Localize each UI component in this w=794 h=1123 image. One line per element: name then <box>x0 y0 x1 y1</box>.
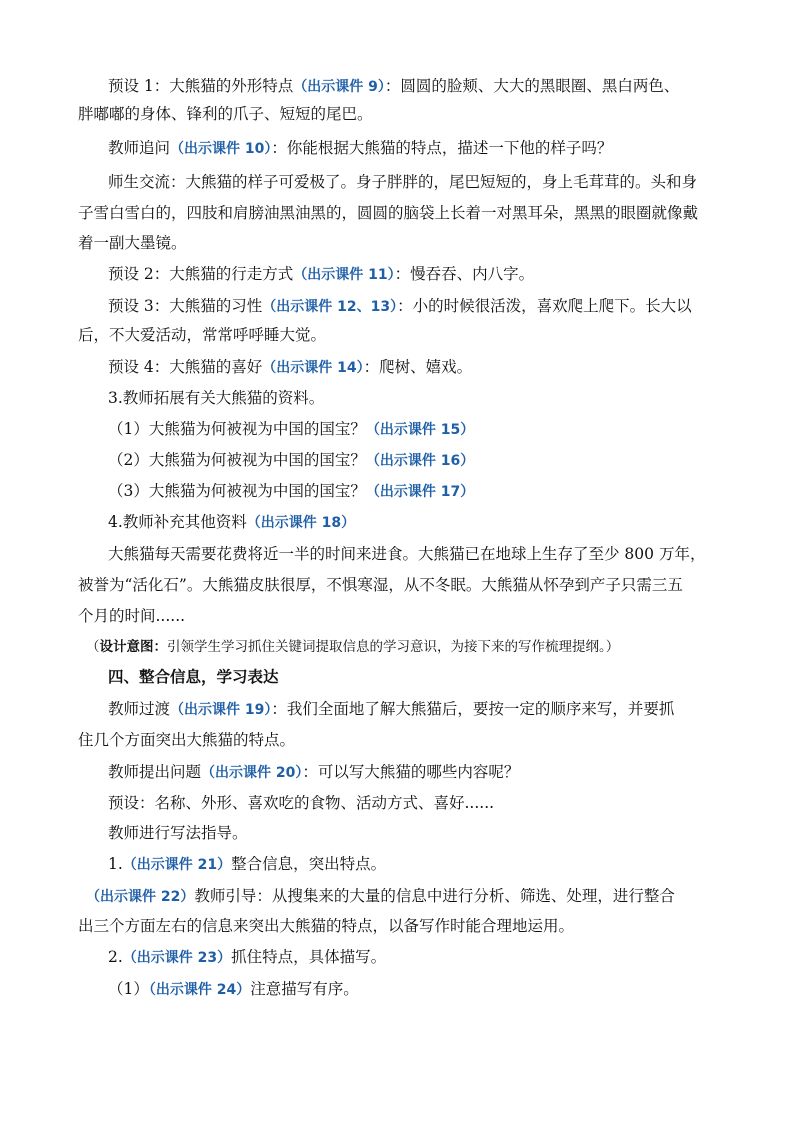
text-span: 预设 1：大熊猫的外形特点 <box>108 77 294 95</box>
text-span: 着一副大墨镜。 <box>78 234 187 252</box>
text-line <box>108 793 494 813</box>
text-line <box>108 419 474 440</box>
text-line <box>108 762 519 783</box>
design-intent-note <box>86 637 619 657</box>
text-line <box>108 947 386 968</box>
text-span: （1） <box>108 980 149 998</box>
text-line <box>78 104 373 124</box>
text-span: ：小的时候很活泼，喜欢爬上爬下。长大以 <box>397 297 692 315</box>
text-line <box>108 823 248 843</box>
text-span: 预设 2：大熊猫的行走方式 <box>108 265 294 283</box>
text-span: ：慢吞吞、内八字。 <box>394 265 535 283</box>
text-span: ：你能根据大熊猫的特点，描述一下他的样子吗？ <box>271 139 613 157</box>
bold-text: 设计意图： <box>99 639 167 655</box>
text-span: 注意描写有序。 <box>250 980 359 998</box>
text-line <box>108 979 359 1000</box>
courseware-ref: （出示课件 12、13） <box>262 299 398 315</box>
courseware-ref: （出示课件 23） <box>122 950 232 966</box>
courseware-ref: （出示课件 11） <box>293 267 395 283</box>
text-span: ：爬树、嬉戏。 <box>363 358 473 376</box>
text-line <box>78 203 698 223</box>
text-span: （2）大熊猫为何被视为中国的国宝？ <box>108 451 366 469</box>
text-line <box>86 886 675 907</box>
text-span: ：可以写大熊猫的哪些内容呢？ <box>302 763 520 781</box>
text-line <box>108 138 612 159</box>
text-span: 师生交流：大熊猫的样子可爱极了。身子胖胖的，尾巴短短的，身上毛茸茸的。头和身 <box>108 173 698 191</box>
text-span: 教师引导：从搜集来的大量的信息中进行分析、筛选、处理，进行整合 <box>194 887 675 905</box>
text-span: 整合信息，突出特点。 <box>231 855 387 873</box>
text-span: 后，不大爱活动，常常呼呼睡大觉。 <box>78 326 327 344</box>
text-span: 预设 4：大熊猫的喜好 <box>108 358 263 376</box>
text-span: 预设 3：大熊猫的习性 <box>108 297 263 315</box>
text-line <box>108 512 355 533</box>
text-span: （ <box>86 639 100 655</box>
text-line <box>78 730 295 750</box>
courseware-ref: （出示课件 18） <box>246 515 356 531</box>
text-line <box>78 325 326 345</box>
text-span: 引领学生学习抓住关键词提取信息的学习意识，为接下来的写作梳理提纲。） <box>167 639 620 655</box>
text-span: 教师过渡 <box>108 700 171 718</box>
text-span: 教师提出问题 <box>108 763 202 781</box>
text-span: 被誉为“活化石”。大熊猫皮肤很厚，不惧寒湿，从不冬眠。大熊猫从怀孕到产子只需三五 <box>78 576 683 594</box>
text-line <box>108 544 705 564</box>
text-span: 胖嘟嘟的身体、锋利的爪子、短短的尾巴。 <box>78 105 373 123</box>
text-line <box>108 699 674 720</box>
text-span: 2. <box>108 948 123 966</box>
courseware-ref: （出示课件 14） <box>262 360 364 376</box>
courseware-ref: （出示课件 16） <box>365 453 475 469</box>
courseware-ref: （出示课件 10） <box>170 141 272 157</box>
text-span: （1）大熊猫为何被视为中国的国宝？ <box>108 420 366 438</box>
text-line <box>108 357 472 378</box>
text-span: 出三个方面左右的信息来突出大熊猫的特点，以备写作时能合理地运用。 <box>78 917 575 935</box>
courseware-ref: （出示课件 20） <box>201 765 303 781</box>
text-span: 教师进行写法指导。 <box>108 824 248 842</box>
text-span: （3）大熊猫为何被视为中国的国宝？ <box>108 482 366 500</box>
text-line <box>78 606 185 626</box>
text-line <box>108 450 474 471</box>
text-span: 抓住特点，具体描写。 <box>231 948 387 966</box>
courseware-ref: （出示课件 21） <box>122 857 232 873</box>
text-span: 子雪白雪白的，四肢和肩膀油黑油黑的，圆圆的脑袋上长着一对黑耳朵，黑黑的眼圈就像戴 <box>78 204 699 222</box>
text-span: 4.教师补充其他资料 <box>108 513 247 531</box>
courseware-ref: （出示课件 17） <box>365 484 475 500</box>
text-span: 3.教师拓展有关大熊猫的资料。 <box>108 389 325 407</box>
courseware-ref: （出示课件 22） <box>86 889 195 905</box>
text-span: ：圆圆的脸颊、大大的黑眼圈、黑白两色、 <box>384 77 680 95</box>
courseware-ref: （出示课件 15） <box>365 422 475 438</box>
courseware-ref: （出示课件 9） <box>293 79 385 95</box>
text-line <box>108 76 679 97</box>
text-span: 教师追问 <box>108 139 171 157</box>
text-line <box>78 916 574 936</box>
text-span: 个月的时间...... <box>78 607 186 625</box>
bold-text: 四、整合信息，学习表达 <box>108 667 279 686</box>
text-span: 大熊猫每天需要花费将近一半的时间来进食。大熊猫已在地球上生存了至少 800 万年， <box>108 545 706 563</box>
courseware-ref: （出示课件 24） <box>148 982 251 998</box>
text-line <box>78 233 187 253</box>
text-span: 预设：名称、外形、喜欢吃的食物、活动方式、喜好...... <box>108 794 495 812</box>
text-span: 1. <box>108 855 123 873</box>
text-line <box>78 575 683 595</box>
courseware-ref: （出示课件 19） <box>170 702 272 718</box>
text-line <box>108 854 386 875</box>
text-span: ：我们全面地了解大熊猫后，要按一定的顺序来写，并要抓 <box>271 700 675 718</box>
text-line <box>108 481 474 502</box>
text-line <box>108 296 692 317</box>
text-line <box>108 388 324 408</box>
text-line <box>108 172 697 192</box>
text-span: 住几个方面突出大熊猫的特点。 <box>78 731 296 749</box>
text-line <box>108 264 534 285</box>
section-heading <box>108 667 279 687</box>
